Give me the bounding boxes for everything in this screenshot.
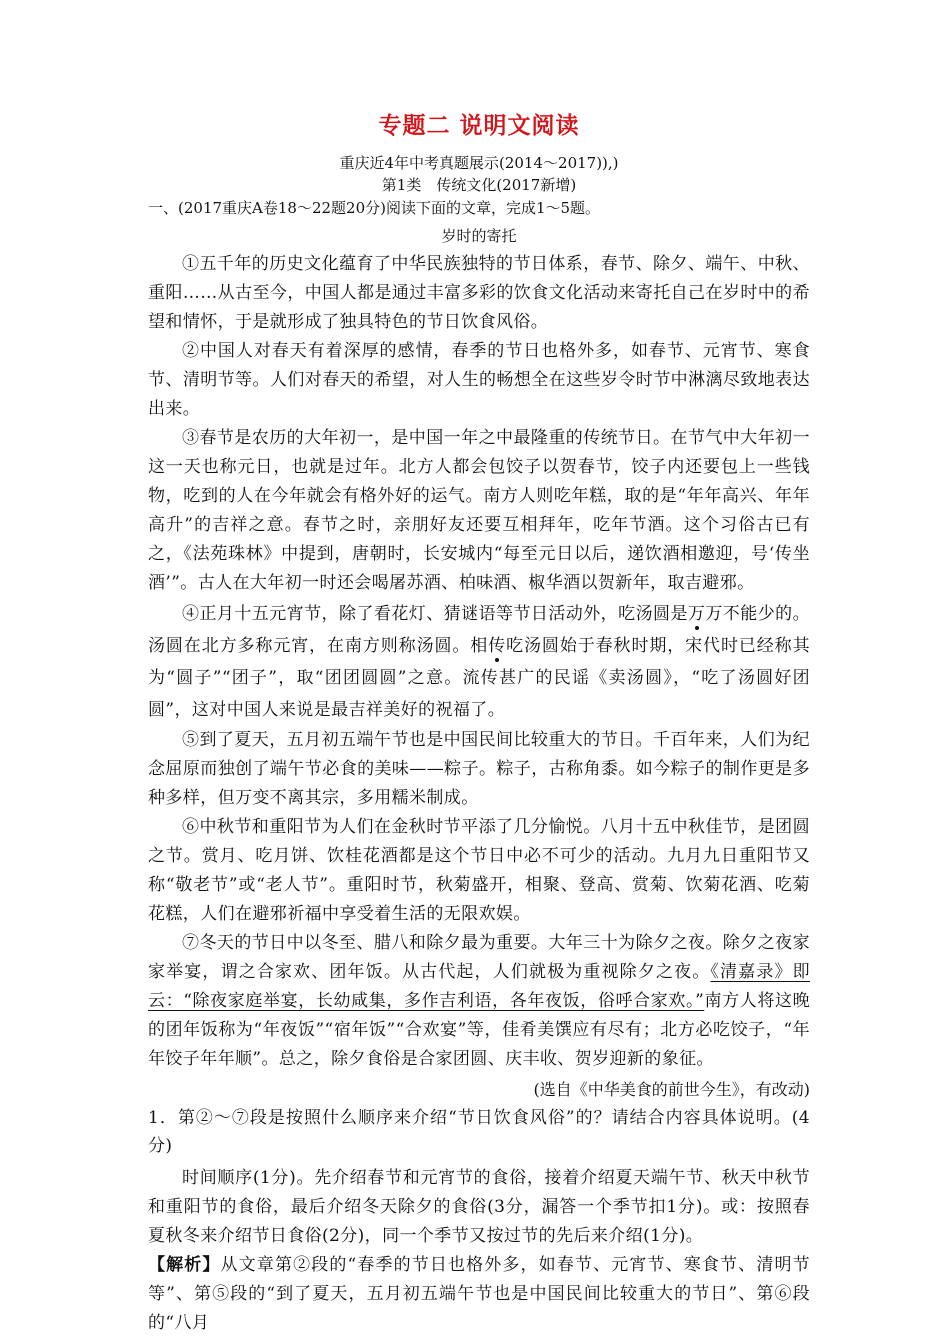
paragraph-7-text-a: ⑦冬天的节日中以冬至、腊八和除夕最为重要。大年三十为除夕之夜。除夕之夜家家举宴，谓之合家欢、团年饭。从古代起，人们就极为重视除夕之夜。 (148, 933, 810, 982)
document-title: 专题二 说明文阅读 (378, 112, 580, 139)
paragraph-4-text-c: 吃汤圆始于春秋时期，宋代时已经称其为“圆子”“团子”，取“团团圆圆”之意。流传甚广的民谣《卖汤圆》，“吃了汤圆好团圆”，这对中国人来说是最吉祥美好的祝福了。 (148, 636, 810, 720)
document-page (148, 112, 810, 1338)
paragraph-7-text-b: 南方人将这晚的团年饭称为“年夜饭”“宿年饭”“合欢宴”等，佳肴美馔应有尽有；北方必吃饺子，“年年饺子年年顺”。总之，除夕食俗是合家团圆、庆丰收、贺岁迎新的象征。 (148, 991, 810, 1069)
analysis (148, 1251, 810, 1338)
paragraph-2: ②中国人对春天有着深厚的感情，春季的节日也格外多，如春节、元宵节、寒食节、清明节等。人们对春天的希望，对人生的畅想全在这些岁令时节中淋漓尽致地表达出来。 (148, 341, 810, 419)
question-1: 1．第②～⑦段是按照什么顺序来介绍“节日饮食风俗”的？请结合内容具体说明。(4分) (148, 1108, 810, 1156)
emphasis-dot-char-2: 传 (488, 636, 507, 656)
answer-1: 时间顺序(1分)。先介绍春节和元宵节的食俗，接着介绍夏天端午节、秋天中秋节和重阳节的食俗，最后介绍冬天除夕的食俗(3分，漏答一个季节扣1分)。或：按照春夏秋冬来介绍节日食俗(2分)，同一个季节又按过节的先后来介绍(1分)。 (148, 1168, 810, 1246)
paragraph-5: ⑤到了夏天，五月初五端午节也是中国民间比较重大的节日。千百年来，人们为纪念屈原而独创了端午节必食的美味——粽子。粽子，古称角黍。如今粽子的制作更是多种多样，但万变不离其宗，多用糯米制成。 (148, 730, 810, 808)
paragraph-1: ①五千年的历史文化蕴育了中华民族独特的节日体系，春节、除夕、端午、中秋、重阳……从古至今，中国人都是通过丰富多彩的饮食文化活动来寄托自己在岁时中的希望和情怀，于是就形成了独具特色的节日饮食风俗。 (148, 254, 810, 332)
paragraph-6: ⑥中秋节和重阳节为人们在金秋时节平添了几分愉悦。八月十五中秋佳节，是团圆之节。赏月、吃月饼、饮桂花酒都是这个节日中必不可少的活动。九月九日重阳节又称“敬老节”或“老人节”。重阳时节，秋菊盛开，相聚、登高、赏菊、饮菊花酒、吃菊花糕，人们在避邪祈福中享受着生活的无限欢娱。 (148, 817, 810, 924)
section-intro: 一、(2017重庆A卷18～22题20分)阅读下面的文章，完成1～5题。 (148, 199, 601, 217)
article-title: 岁时的寄托 (441, 227, 517, 245)
article-source: (选自《中华美食的前世今生》，有改动) (533, 1080, 810, 1099)
document-subtitle: 重庆近4年中考真题展示(2014～2017)),) (339, 154, 619, 172)
paragraph-3: ③春节是农历的大年初一，是中国一年之中最隆重的传统节日。在节气中大年初一这一天也称元日，也就是过年。北方人都会包饺子以贺春节，饺子内还要包上一些钱物，吃到的人在今年就会有格外好的运气。南方人则吃年糕，取的是“年年高兴、年年高升”的吉祥之意。春节之时，亲朋好友还要互相拜年，吃年节酒。这个习俗古已有之，《法苑珠林》中提到，唐朝时，长安城内“每至元日以后，递饮酒相邀迎，号‘传坐酒’”。古人在大年初一时还会喝屠苏酒、柏味酒、椒华酒以贺新年，取吉避邪。 (148, 428, 810, 593)
emphasis-dot-char-1: 万 (687, 604, 706, 624)
paragraph-4-text-b: 万不能少的。汤圆在北方多称元宵，在南方则称汤圆。相 (148, 604, 810, 656)
category-heading: 第1类 传统文化(2017新增) (381, 176, 577, 194)
underlined-quote: 《清嘉录》即云：“除夜家庭举宴，长幼咸集，多作吉利语，各年夜饭，俗呼合家欢。” (148, 962, 810, 1011)
analysis-text: 从文章第②段的“春季的节日也格外多，如春节、元宵节、寒食节、清明节等”、第⑤段的“到了夏天，五月初五端午节也是中国民间比较重大的节日”、第⑥段的“八月 (148, 1255, 810, 1333)
analysis-tag: 【解析】 (148, 1255, 221, 1275)
paragraph-4-text-a: ④正月十五元宵节，除了看花灯、猜谜语等节日活动外，吃汤圆是 (182, 604, 688, 624)
paragraph-7 (148, 929, 810, 1074)
paragraph-4 (148, 598, 810, 726)
